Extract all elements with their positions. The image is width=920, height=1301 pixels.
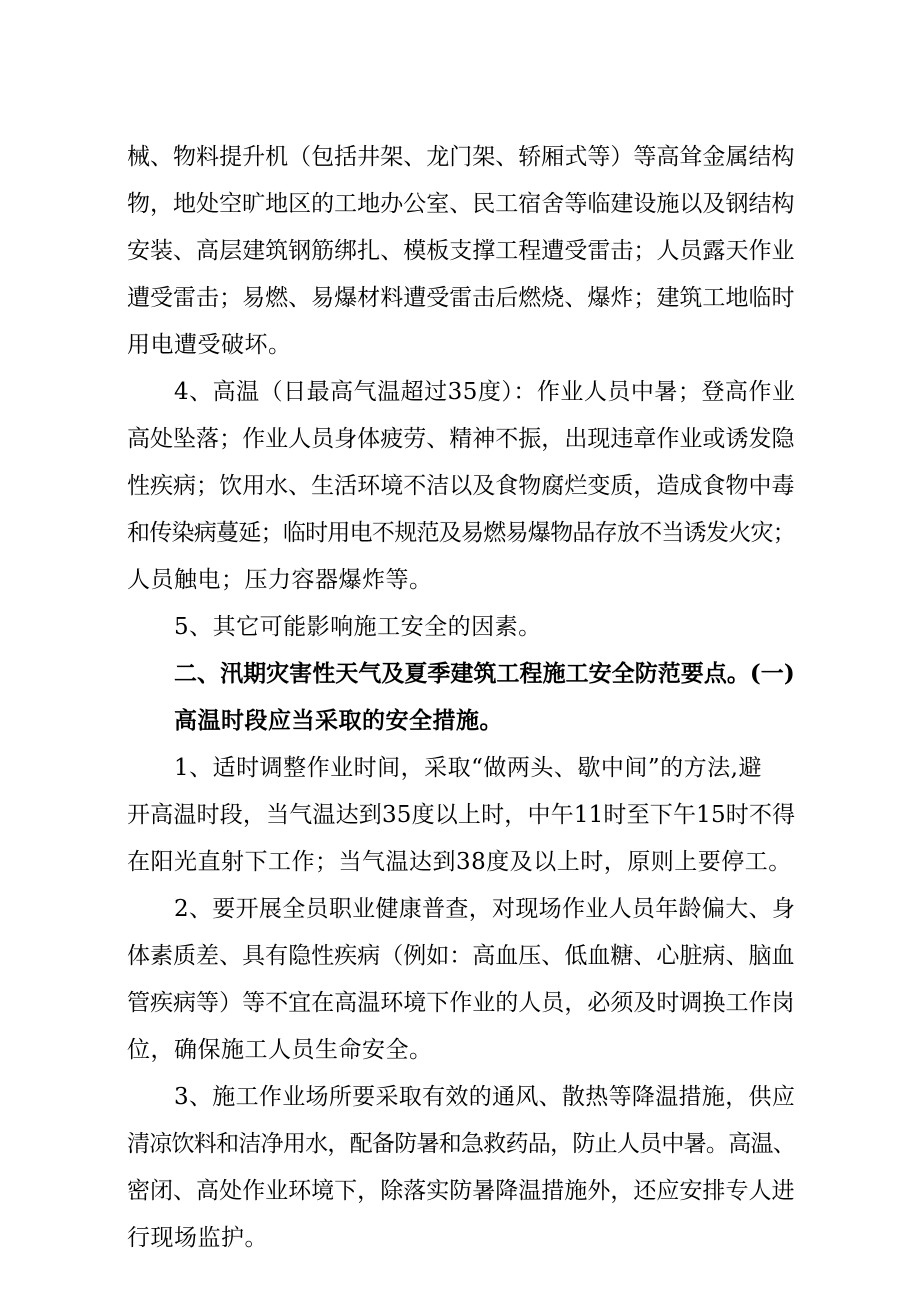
- text-line: 高处坠落；作业人员身体疲劳、精神不振，出现违章作业或诱发隐: [127, 426, 795, 452]
- text-line: 物，地处空旷地区的工地办公室、民工宿舍等临建设施以及钢结构: [127, 191, 795, 217]
- text-line: 位，确保施工人员生命安全。: [127, 1037, 433, 1063]
- text-line: 开高温时段，当气温达到35度以上时，中午11时至下午15时不得: [127, 802, 796, 828]
- section-heading: 高温时段应当采取的安全措施。: [174, 707, 503, 734]
- text-line: 1、适时调整作业时间，采取“做两头、歇中间”的方法,避: [174, 755, 762, 781]
- text-line: 在阳光直射下工作；当气温达到38度及以上时，原则上要停工。: [127, 849, 792, 875]
- text-line: 用电遭受破坏。: [127, 332, 292, 358]
- text-line: 3、施工作业场所要采取有效的通风、散热等降温措施，供应: [174, 1084, 796, 1110]
- text-line: 安装、高层建筑钢筋绑扎、模板支撑工程遭受雷击；人员露天作业: [127, 238, 795, 264]
- text-line: 行现场监护。: [127, 1225, 268, 1251]
- text-line: 性疾病；饮用水、生活环境不洁以及食物腐烂变质，造成食物中毒: [127, 473, 795, 499]
- text-line: 械、物料提升机（包括井架、龙门架、轿厢式等）等高耸金属结构: [127, 144, 795, 170]
- text-line: 清凉饮料和洁净用水，配备防暑和急救药品，防止人员中暑。高温、: [127, 1131, 796, 1157]
- text-line: 人员触电；压力容器爆炸等。: [127, 567, 433, 593]
- section-heading: 二、汛期灾害性天气及夏季建筑工程施工安全防范要点。(一): [174, 660, 795, 687]
- text-line: 2、要开展全员职业健康普查，对现场作业人员年龄偏大、身: [174, 896, 796, 922]
- text-line: 5、其它可能影响施工安全的因素。: [174, 614, 542, 640]
- text-line: 遭受雷击；易燃、易爆材料遭受雷击后燃烧、爆炸；建筑工地临时: [127, 285, 795, 311]
- text-line: 体素质差、具有隐性疾病（例如：高血压、低血糖、心脏病、脑血: [127, 943, 795, 969]
- text-line: 和传染病蔓延；临时用电不规范及易燃易爆物品存放不当诱发火灾；: [127, 520, 796, 546]
- text-line: 4、高温（日最高气温超过35度）：作业人员中暑；登高作业: [174, 379, 796, 405]
- text-line: 密闭、高处作业环境下，除落实防暑降温措施外，还应安排专人进: [127, 1178, 795, 1204]
- text-line: 管疾病等）等不宜在高温环境下作业的人员，必须及时调换工作岗: [127, 990, 795, 1016]
